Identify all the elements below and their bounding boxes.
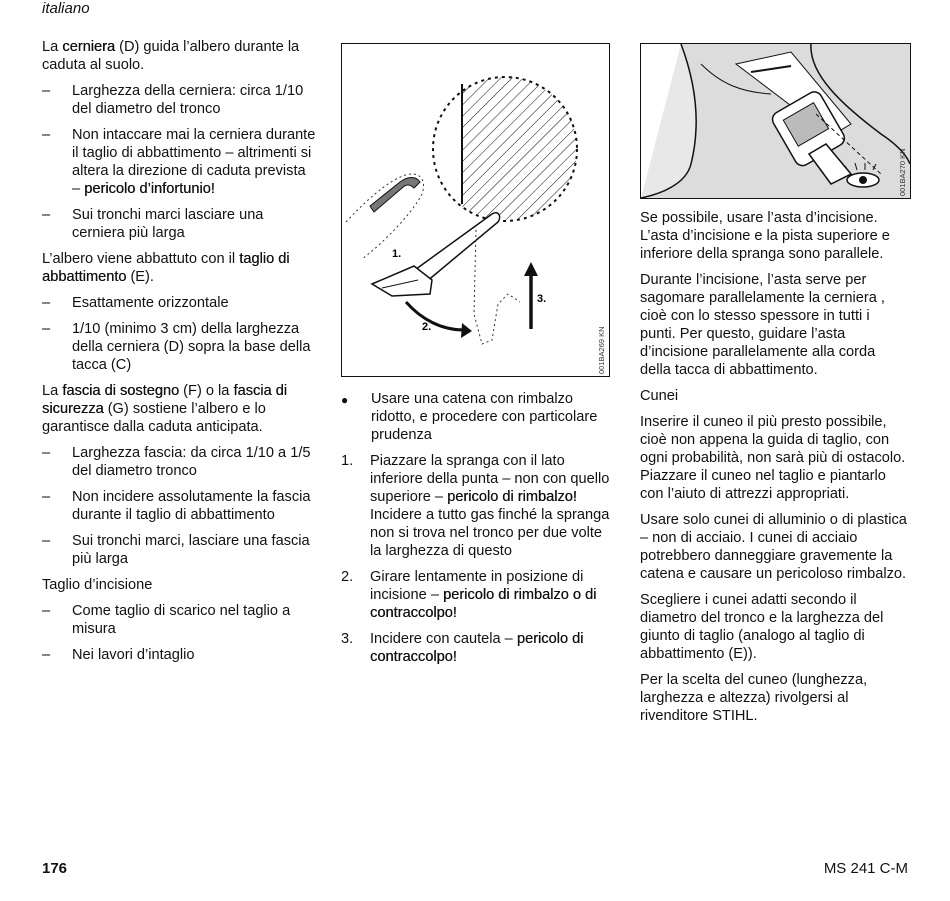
figure-code: 001BA270 KN [898, 148, 907, 196]
list-item: – Sui tronchi marci, lasciare una fascia più larga [42, 533, 310, 567]
paragraph-holding-strip: La fascia di sostegno (F) o la fascia di sicurezza (G) sostiene l’albero e lo garantisce dalla caduta anticipata. [42, 383, 287, 435]
list-item: – Larghezza fascia: da circa 1/10 a 1/5 del diametro tronco [42, 445, 311, 479]
boring-gauge-illustration [641, 44, 910, 198]
paragraph: Se possibile, usare l’asta d’incisione. L’asta d’incisione e la pista superiore e inferiore della spranga sono parallele. [640, 210, 890, 262]
paragraph: Scegliere i cunei adatti secondo il diametro del tronco e la larghezza del giunto di taglio (analogo al taglio di abbattimento (E)). [640, 592, 884, 662]
plunge-cut-illustration [342, 44, 609, 376]
list-item: – Non incidere assolutamente la fascia durante il taglio di abbattimento [42, 489, 311, 523]
section-heading: Cunei [640, 388, 679, 404]
list-item: – Larghezza della cerniera: circa 1/10 del diametro del tronco [42, 83, 304, 117]
list-item: ● Usare una catena con rimbalzo ridotto, e procedere con particolare prudenza [341, 391, 598, 443]
list-item: 3. Incidere con cautela – pericolo di contraccolpo! [341, 631, 584, 665]
figure-code: 001BA269 KN [597, 326, 606, 374]
column-left [42, 38, 317, 672]
figure-plunge-cut [341, 43, 610, 377]
column-right [640, 209, 908, 733]
paragraph: Per la scelta del cuneo (lunghezza, larghezza e altezza) rivolgersi al rivenditore STIHL. [640, 672, 868, 724]
paragraph: Durante l’incisione, l’asta serve per sagomare parallelamente la cerniera , cioè con lo stesso spessore in tutti i punti. Per questo, guidare l’asta d’incisione parallelamente alla corda della tacca di abbattimento. [640, 272, 885, 378]
list-item: – Nei lavori d’intaglio [42, 647, 195, 663]
language-label: italiano [42, 0, 90, 17]
list-item: – Come taglio di scarico nel taglio a misura [42, 603, 291, 637]
paragraph-felling-cut: L’albero viene abbattuto con il taglio di abbattimento (E). [42, 251, 290, 285]
figure-label-1: 1. [392, 248, 402, 260]
paragraph-hinge: La cerniera (D) guida l’albero durante la caduta al suolo. [42, 39, 300, 73]
figure-boring-gauge [640, 43, 911, 199]
page-number: 176 [42, 860, 68, 877]
model-name: MS 241 C-M [823, 860, 908, 877]
list-item: 2. Girare lentamente in posizione di incisione – pericolo di rimbalzo o di contraccolpo! [341, 569, 597, 621]
paragraph: Usare solo cunei di alluminio o di plastica – non di acciaio. I cunei di acciaio potrebbero danneggiare gravemente la catena e causare un pericoloso rimbalzo. [640, 512, 907, 582]
list-item: – Non intaccare mai la cerniera durante il taglio di abbattimento – altrimenti si altera la direzione di caduta prevista – pericolo d’infortunio! [42, 127, 316, 197]
list-item: – Sui tronchi marci lasciare una cerniera più larga [42, 207, 264, 241]
figure-label-3: 3. [537, 293, 547, 305]
figure-label-2: 2. [422, 321, 432, 333]
section-heading: Taglio d’incisione [42, 577, 153, 593]
column-middle [341, 390, 616, 674]
list-item: 1. Piazzare la spranga con il lato inferiore della punta – non con quello superiore – pericolo di rimbalzo! Incidere a tutto gas finché la spranga non si trova nel tronco per due volte la larghezza di questo [341, 453, 610, 559]
list-item: – 1/10 (minimo 3 cm) della larghezza della cerniera (D) sopra la base della tacca (C) [42, 321, 311, 373]
list-item: – Esattamente orizzontale [42, 295, 229, 311]
paragraph: Inserire il cuneo il più presto possibile, cioè non appena la guida di taglio, con ogni probabilità, non sarà più di ostacolo. Piazzare il cuneo nel taglio e piantarlo con l’aiuto di attrezzi appropriati. [640, 414, 906, 502]
